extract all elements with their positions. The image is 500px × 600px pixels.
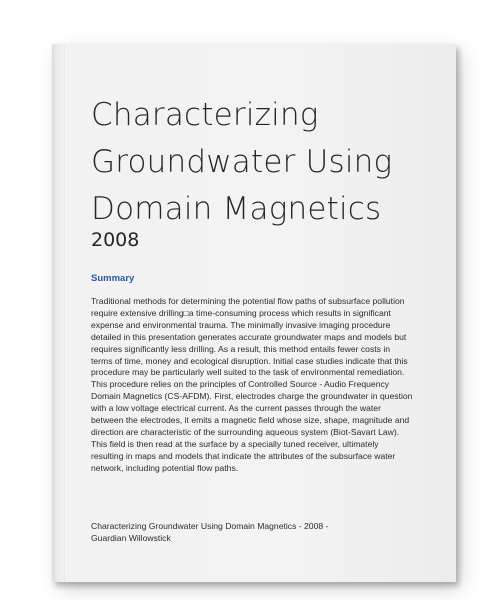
summary-heading: Summary <box>91 273 135 284</box>
book-spine <box>64 44 66 582</box>
summary-text: Traditional methods for determining the potential flow paths of subsurface pollution require extensive drilling□a time-consuming process which results in significant expense and environmental trauma. The minimally invasive imaging procedure detailed in this presentation generates accurate groundwater maps and models but requires significantly less drilling. As a result, this method entails fewer costs in terms of time, money and ecological disruption. Initial case studies indicate that this procedure may be particularly well suited to the task of environmental remediation. This procedure relies on the principles of Controlled Source - Audio Frequency Domain Magnetics (CS-AFDM). First, electrodes charge the groundwater in question with a low voltage electrical current. As the current passes through the water between the electrodes, it emits a magnetic field whose size, shape, magnitude and direction are characteristic of the surrounding aqueous system (Biot-Savart Law). This field is then read at the surface by a specially tuned receiver, ultimately resulting in maps and models that indicate the attributes of the subsurface water network, including potential flow paths. <box>91 296 413 473</box>
citation-text: Characterizing Groundwater Using Domain Magnetics - 2008 - Guardian Willowstick <box>91 521 329 543</box>
document-year: 2008 <box>91 229 140 251</box>
document-title: Characterizing Groundwater Using Domain Magnetics <box>91 97 393 227</box>
